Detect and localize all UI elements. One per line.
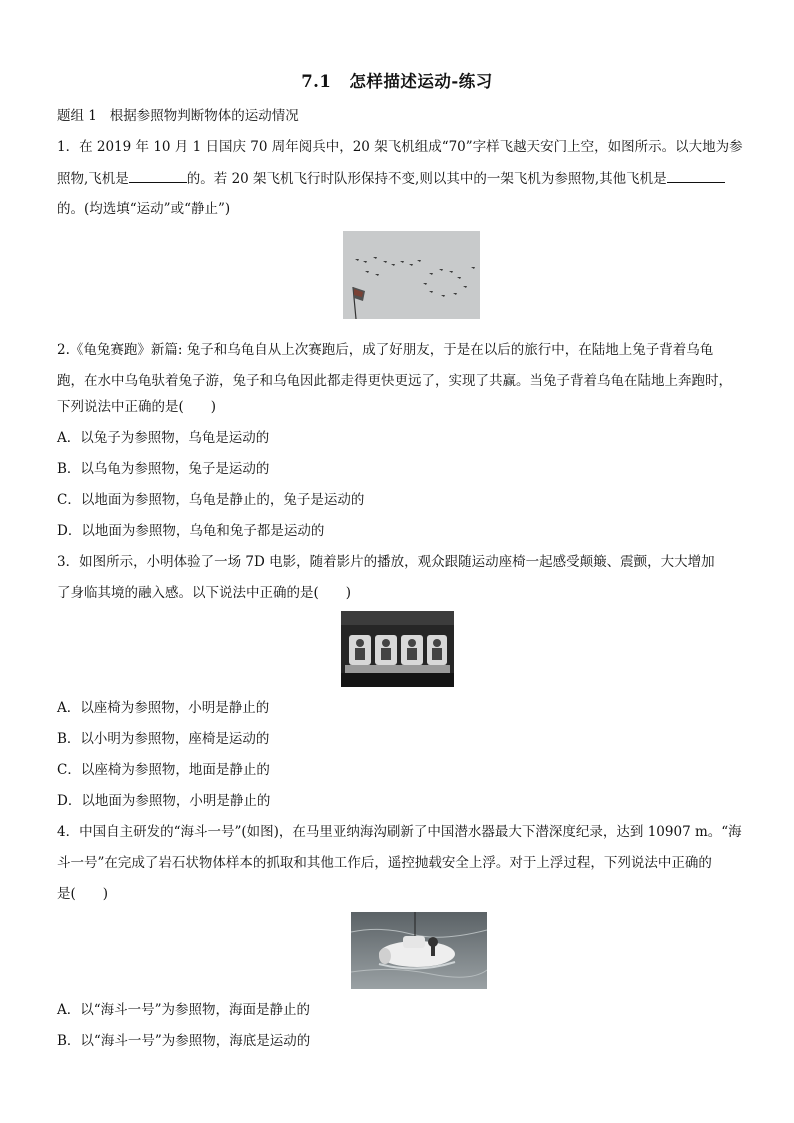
q2-option-b[interactable]: B．以乌龟为参照物，兔子是运动的: [57, 461, 270, 477]
q4-line-3: 是( ): [57, 886, 109, 902]
cinema-seats-image: [341, 611, 454, 687]
q1-line-3: 的。(均选填“运动”或“静止”): [57, 201, 231, 217]
q2-option-a[interactable]: A．以兔子为参照物，乌龟是运动的: [57, 430, 270, 446]
q2-line-3: 下列说法中正确的是( ): [57, 399, 217, 415]
q3-option-c[interactable]: C．以座椅为参照物，地面是静止的: [57, 762, 270, 778]
answer-blank[interactable]: [667, 168, 725, 183]
submersible-image: [351, 912, 487, 989]
q4-option-a[interactable]: A．以“海斗一号”为参照物，海面是静止的: [57, 1002, 311, 1018]
planes-formation-image: [343, 231, 480, 319]
q4-line-1: 4．中国自主研发的“海斗一号”(如图)，在马里亚纳海沟刷新了中国潜水器最大下潜深度纪录，达到 10907 m。“海: [57, 824, 742, 840]
q3-option-d[interactable]: D．以地面为参照物，小明是静止的: [57, 793, 271, 809]
q2-line-2: 跑，在水中乌龟驮着兔子游，兔子和乌龟因此都走得更快更远了，实现了共赢。当兔子背着乌龟在陆地上奔跑时，: [57, 373, 732, 389]
q2-option-d[interactable]: D．以地面为参照物，乌龟和兔子都是运动的: [57, 523, 325, 539]
q1-line-1: 1．在 2019 年 10 月 1 日国庆 70 周年阅兵中，20 架飞机组成“70”字样飞越天安门上空，如图所示。以大地为参: [57, 139, 743, 155]
q4-line-2: 斗一号”在完成了岩石状物体样本的抓取和其他工作后，遥控抛载安全上浮。对于上浮过程，下列说法中正确的: [57, 855, 712, 871]
q3-option-b[interactable]: B．以小明为参照物，座椅是运动的: [57, 731, 270, 747]
q3-line-2: 了身临其境的融入感。以下说法中正确的是( ): [57, 585, 352, 601]
q1-line-2: 照物,飞机是 的。若 20 架飞机飞行时队形保持不变,则以其中的一架飞机为参照物,其他飞机是: [57, 168, 725, 189]
q3-option-a[interactable]: A．以座椅为参照物，小明是静止的: [57, 700, 270, 716]
q3-line-1: 3．如图所示，小明体验了一场 7D 电影，随着影片的播放，观众跟随运动座椅一起感受颠簸、震颤，大大增加: [57, 554, 715, 570]
q2-line-1: 2.《龟兔赛跑》新篇: 兔子和乌龟自从上次赛跑后，成了好朋友，于是在以后的旅行中，在陆地上兔子背着乌龟: [57, 342, 714, 358]
page-title: 7.1 怎样描述运动-练习: [301, 72, 493, 91]
q4-option-b[interactable]: B．以“海斗一号”为参照物，海底是运动的: [57, 1033, 311, 1049]
section-heading: 题组 1 根据参照物判断物体的运动情况: [57, 108, 299, 124]
q2-option-c[interactable]: C．以地面为参照物，乌龟是静止的，兔子是运动的: [57, 492, 365, 508]
answer-blank[interactable]: [129, 168, 187, 183]
